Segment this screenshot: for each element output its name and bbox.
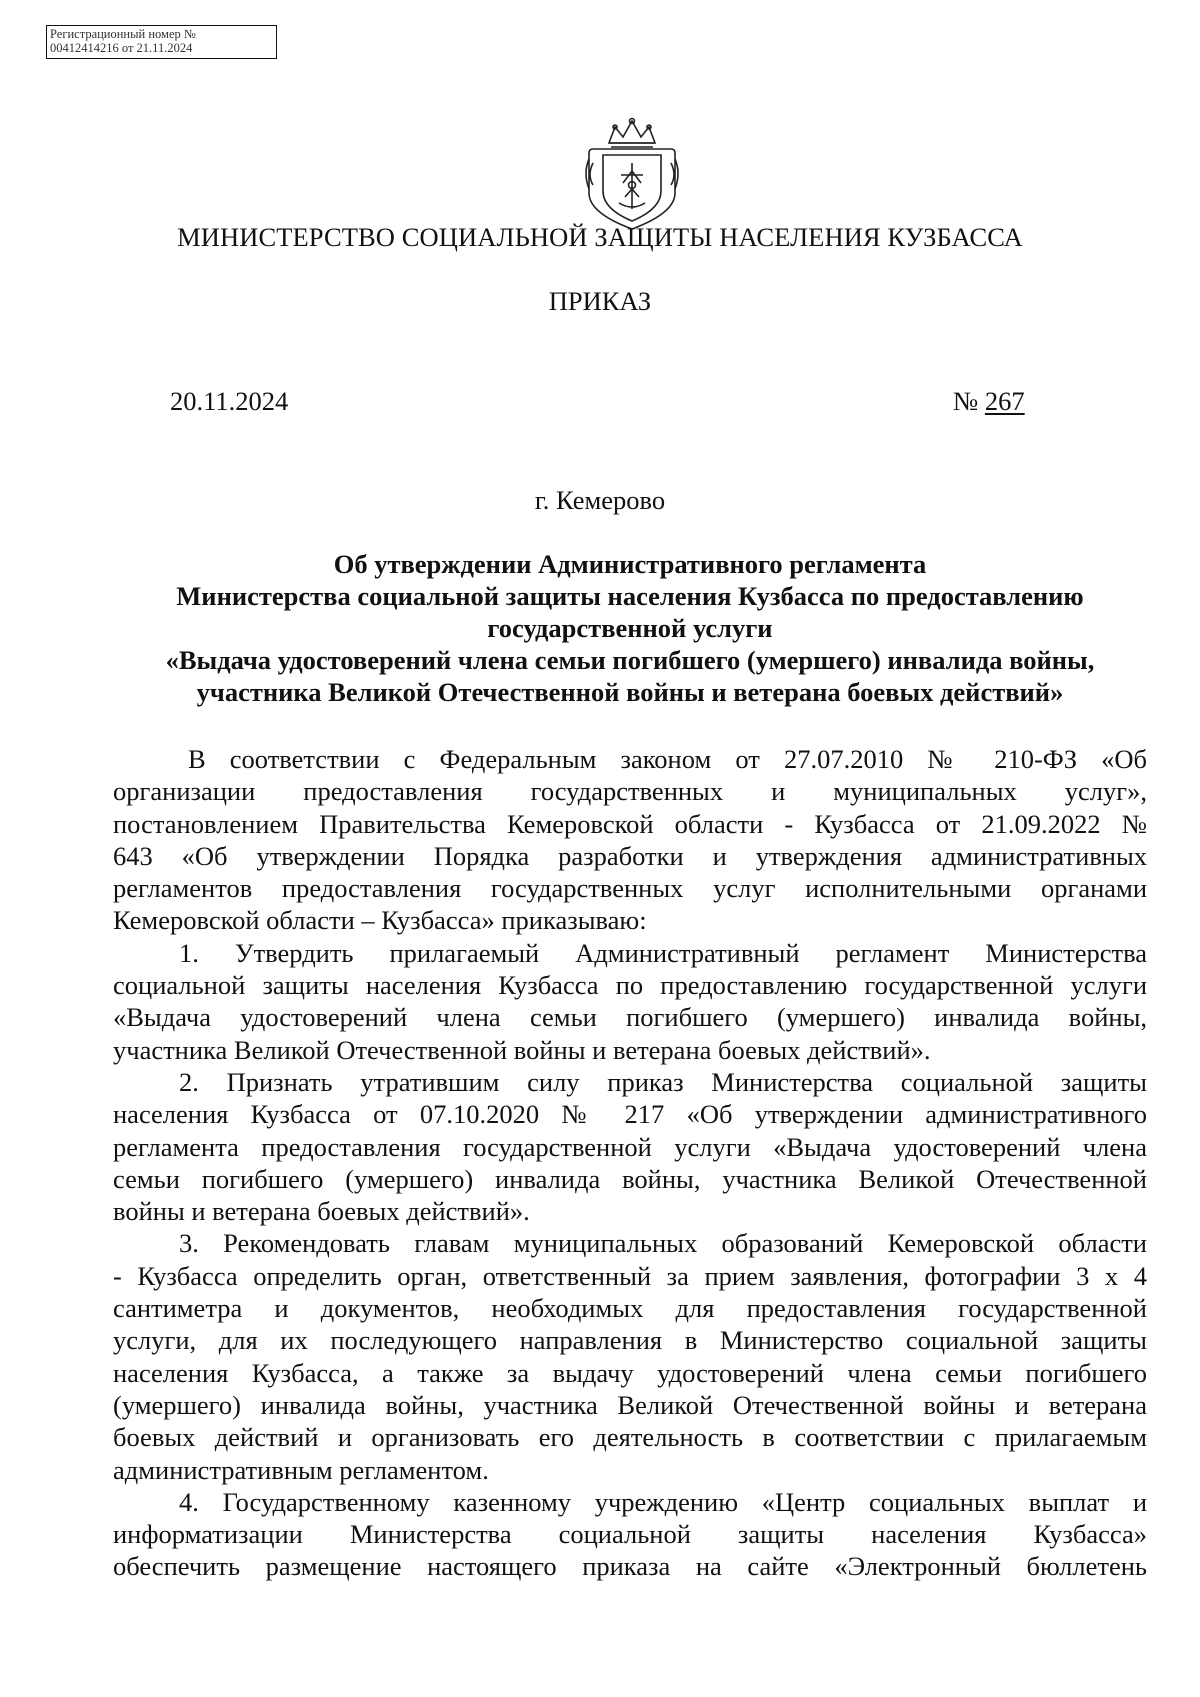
ministry-name: МИНИСТЕРСТВО СОЦИАЛЬНОЙ ЗАЩИТЫ НАСЕЛЕНИЯ КУЗБАССА [177,222,1023,252]
heading-line: участника Великой Отечественной войны и ветерана боевых действий» [196,677,1064,707]
heading-line: «Выдача удостоверений члена семьи погибшего (умершего) инвалида войны, [165,645,1095,675]
registration-number-box [46,25,277,59]
body-line: 3. Рекомендовать главам муниципальных образований Кемеровской области [179,1228,1147,1259]
body-line: услуги, для их последующего направления в Министерство социальной защиты [113,1325,1147,1356]
body-line: постановлением Правительства Кемеровской области - Кузбасса от 21.09.2022 № [113,808,1147,839]
body-line: 4. Государственному казенному учреждению «Центр социальных выплат и [179,1486,1147,1517]
body-line: регламента предоставления государственной услуги «Выдача удостоверений члена [113,1131,1147,1162]
registration-value: 00412414216 от 21.11.2024 [50,41,193,55]
body-line: административным регламентом. [113,1454,489,1485]
body-line: населения Кузбасса от 07.10.2020 № 217 «Об утверждении административного [113,1099,1147,1130]
body-line: (умершего) инвалида войны, участника Великой Отечественной войны и ветерана [113,1389,1147,1420]
body-line: 1. Утвердить прилагаемый Административный регламент Министерства [179,937,1147,968]
body-line: В соответствии с Федеральным законом от 27.07.2010 № 210-ФЗ «Об [188,744,1147,774]
number-sign: № [953,386,979,416]
heading-line: Об утверждении Административного регламента [333,549,927,579]
order-heading [110,548,1150,708]
order-body [113,743,1147,1583]
heading-line: государственной услуги [487,613,773,643]
kuzbass-coat-of-arms-icon [579,113,685,233]
heading-line: Министерства социальной защиты населения Кузбасса по предоставлению [176,581,1084,611]
body-line: семьи погибшего (умершего) инвалида войны, участника Великой Отечественной [113,1163,1147,1194]
body-line: боевых действий и организовать его деятельность в соответствии с прилагаемым [113,1422,1147,1453]
body-line: регламентов предоставления государственных услуг исполнительными органами [113,873,1147,904]
body-line: войны и ветерана боевых действий». [113,1196,530,1227]
body-line: населения Кузбасса, а также за выдачу удостоверений члена семьи погибшего [113,1357,1147,1388]
order-date: 20.11.2024 [170,386,289,416]
body-line: участника Великой Отечественной войны и ветерана боевых действий». [113,1034,931,1065]
body-line: Кемеровской области – Кузбасса» приказываю: [113,905,647,936]
body-line: социальной защиты населения Кузбасса по предоставлению государственной услуги [113,970,1147,1001]
body-line: информатизации Министерства социальной защиты населения Кузбасса» [113,1519,1147,1550]
registration-label: Регистрационный номер № [50,27,196,41]
order-number [953,386,1025,417]
body-line: 643 «Об утверждении Порядка разработки и утверждения административных [113,840,1147,871]
number-value: 267 [984,386,1025,416]
city: г. Кемерово [534,485,666,515]
body-line: «Выдача удостоверений члена семьи погибшего (умершего) инвалида войны, [113,1002,1147,1033]
document-type: ПРИКАЗ [548,286,652,316]
body-line: сантиметра и документов, необходимых для предоставления государственной [113,1293,1147,1324]
body-line: организации предоставления государственных и муниципальных услуг», [113,776,1147,807]
body-line: обеспечить размещение настоящего приказа на сайте «Электронный бюллетень [113,1551,1147,1582]
body-line: 2. Признать утратившим силу приказ Министерства социальной защиты [179,1066,1147,1097]
body-line: - Кузбасса определить орган, ответственный за прием заявления, фотографии 3 х 4 [113,1260,1147,1291]
